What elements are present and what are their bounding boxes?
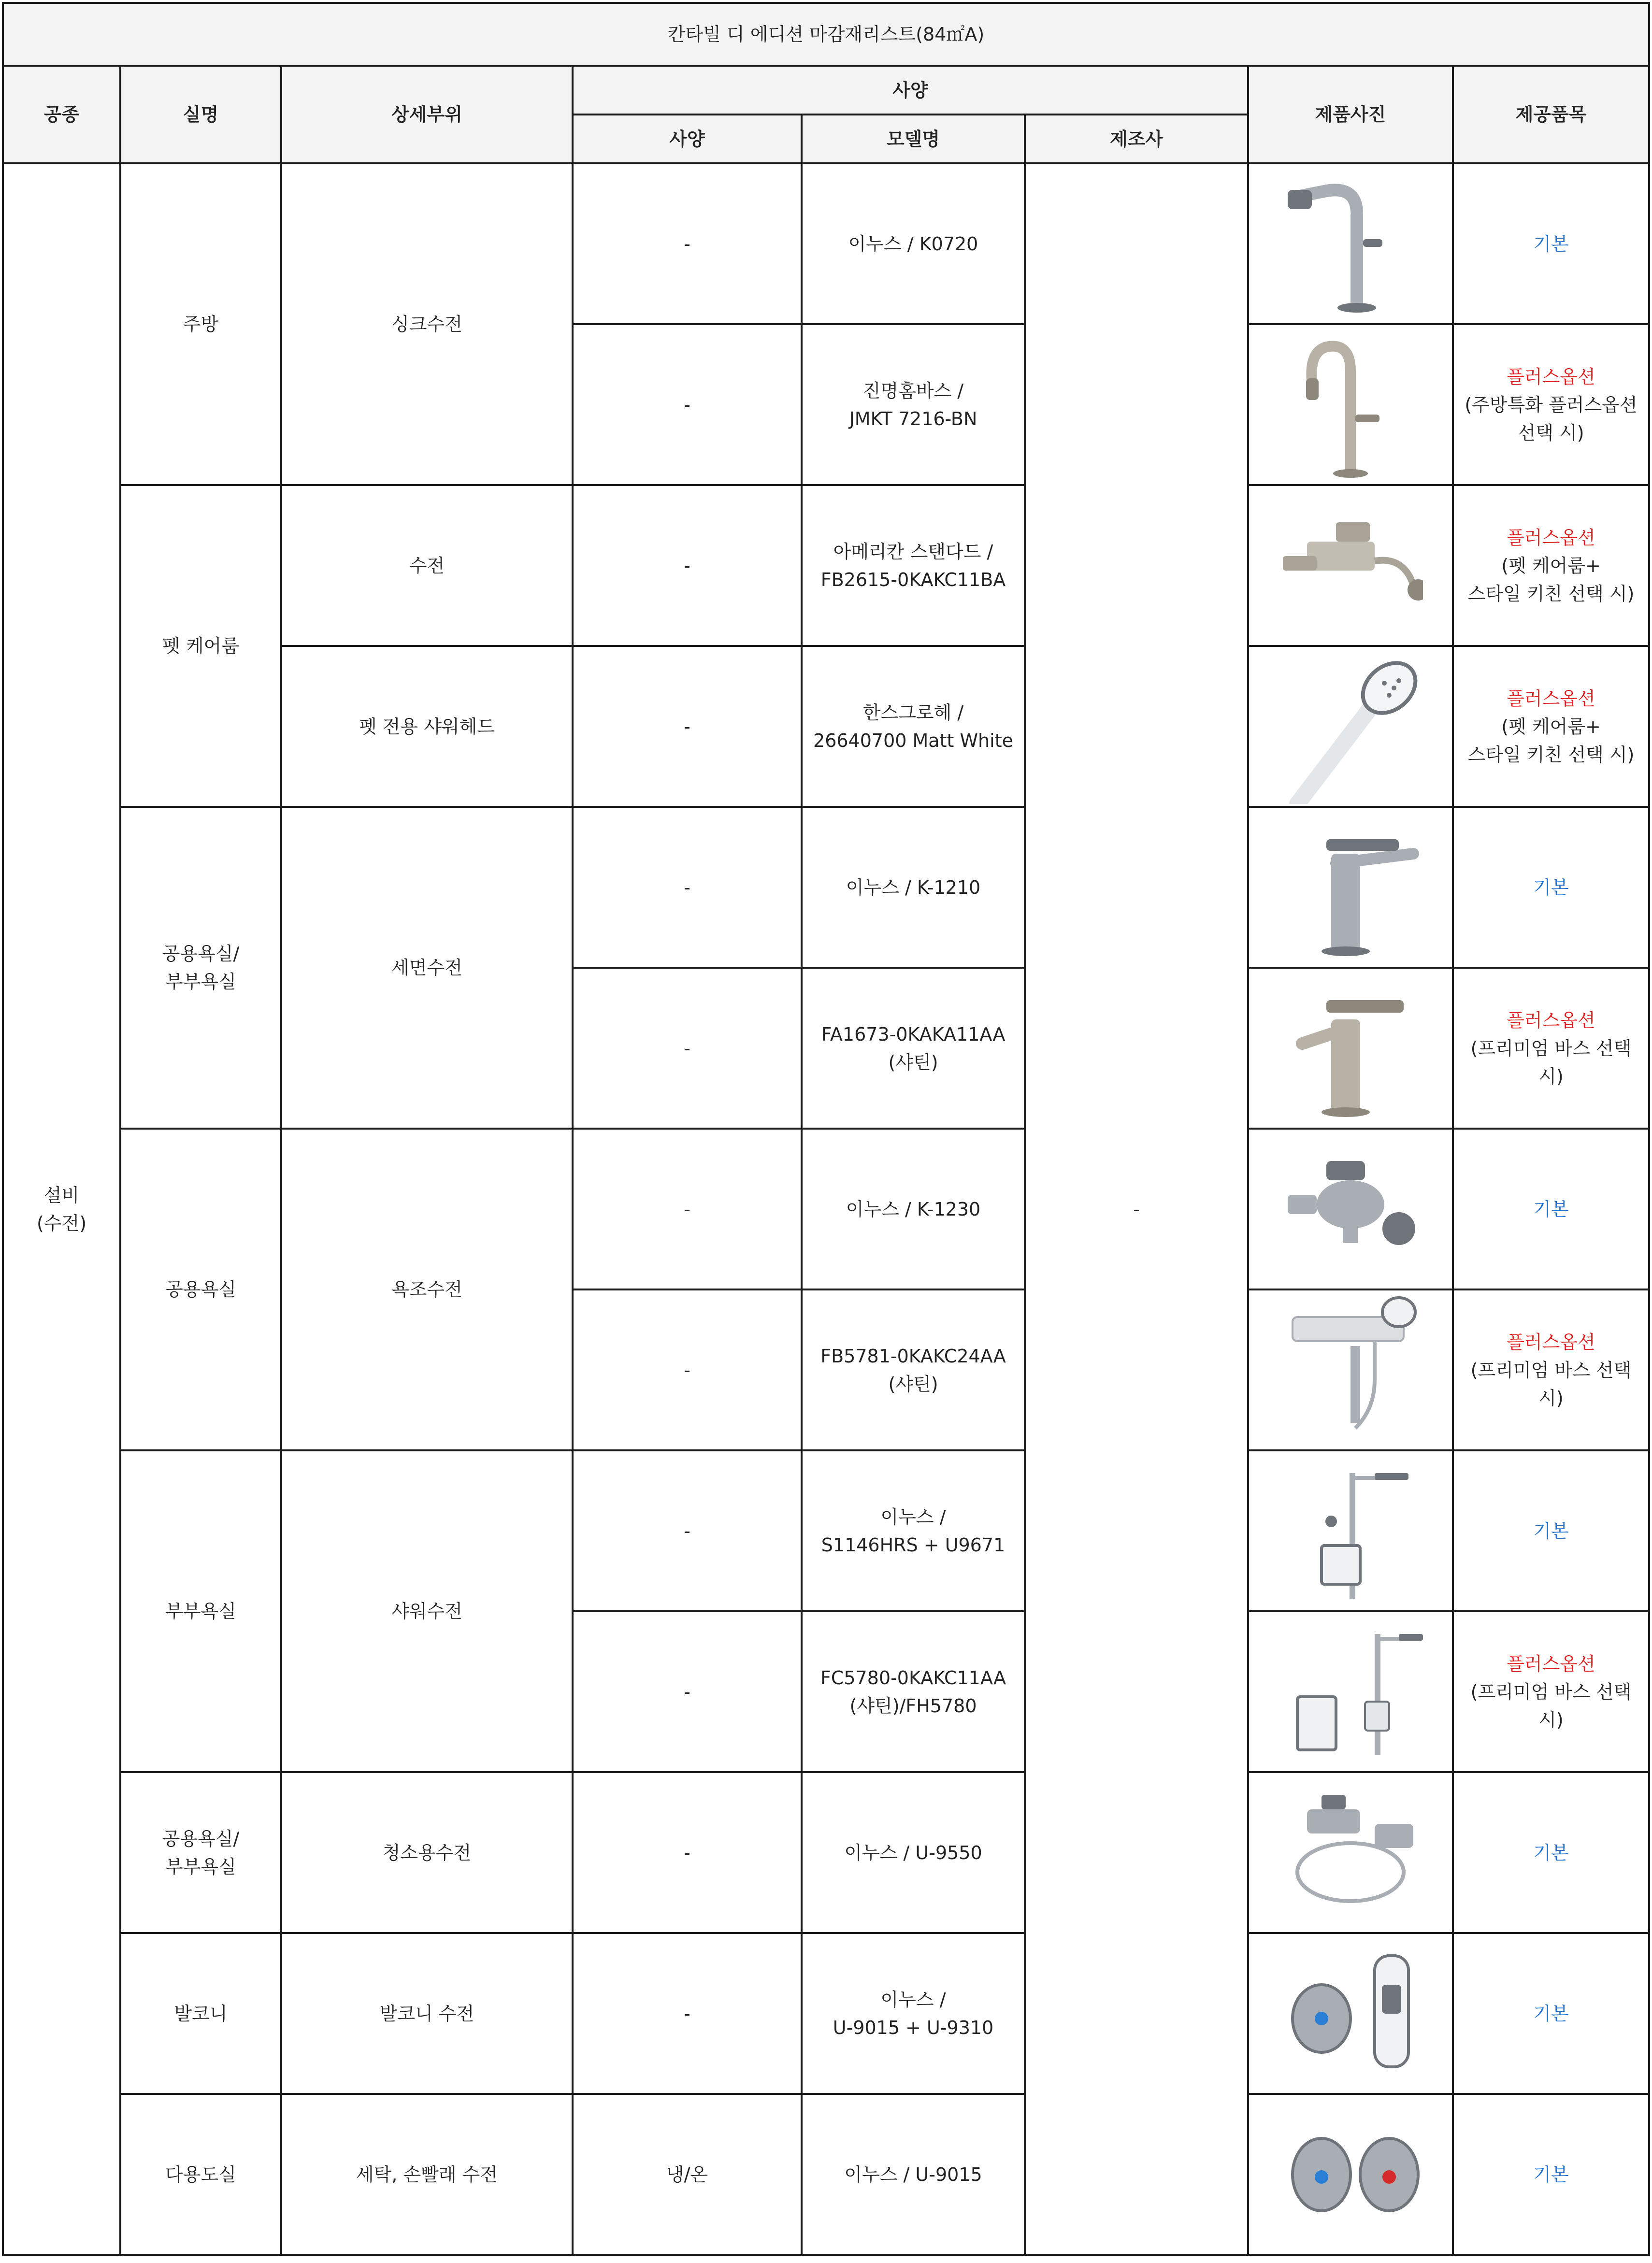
room-cell: 공용욕실/ 부부욕실 [120,1772,281,1933]
header-spec: 사양 [573,115,802,163]
basic-badge: 기본 [1533,1520,1569,1542]
model-cell: 이누스 / U-9015 [802,2094,1025,2255]
spec-cell: - [573,324,802,485]
product-photo-cell [1248,1289,1453,1450]
basic-badge: 기본 [1533,2163,1569,2185]
option-condition-note: (펫 케어룸+ 스타일 키친 선택 시) [1467,716,1635,765]
spec-cell: - [573,646,802,807]
option-condition-note: (프리미엄 바스 선택 시) [1470,1359,1632,1409]
basic-badge: 기본 [1533,233,1569,255]
model-cell: 이누스 / U-9015 + U-9310 [802,1933,1025,2094]
shelf-bath-mixer-icon [1278,1293,1423,1447]
spec-cell: 냉/온 [573,2094,802,2255]
basin-faucet-icon [1278,810,1423,965]
detail-cell: 펫 전용 샤워헤드 [281,646,573,807]
maker-cell: - [1025,163,1248,2255]
option-condition-note: (프리미엄 바스 선택 시) [1470,1681,1632,1731]
spec-cell: - [573,968,802,1129]
gooseneck-faucet-icon [1278,328,1423,482]
model-cell: FC5780-0KAKC11AA (샤틴)/FH5780 [802,1611,1025,1772]
basic-badge: 기본 [1533,2003,1569,2024]
cleaning-faucet-icon [1278,1776,1423,1930]
provision-cell [1453,807,1649,968]
provision-cell [1453,1933,1649,2094]
model-cell: 진명홈바스 / JMKT 7216-BN [802,324,1025,485]
detail-cell: 세면수전 [281,807,573,1129]
pull-out-sink-faucet-icon [1278,167,1423,321]
provision-cell [1453,324,1649,485]
finish-material-table [2,2,1650,2256]
bath-mixer-icon [1278,1132,1423,1287]
plus-option-badge: 플러스옵션 [1507,366,1595,387]
balcony-faucet-icon [1278,1936,1423,2091]
header-room: 실명 [120,66,281,163]
spec-cell: - [573,1611,802,1772]
shower-column-shelf-icon [1278,1615,1423,1769]
table-row [3,485,1649,646]
wall-mixer-faucet-icon [1278,488,1423,643]
spec-cell: - [573,1129,802,1289]
basic-badge: 기본 [1533,1842,1569,1863]
model-cell: FA1673-0KAKA11AA (샤틴) [802,968,1025,1129]
product-photo-cell [1248,324,1453,485]
table-row [3,1772,1649,1933]
provision-cell [1453,968,1649,1129]
product-photo-cell [1248,646,1453,807]
product-photo-cell [1248,1933,1453,2094]
spec-cell: - [573,807,802,968]
sheet-title: 칸타빌 디 에디션 마감재리스트(84㎡A) [3,3,1649,66]
detail-cell: 샤워수전 [281,1450,573,1772]
plus-option-badge: 플러스옵션 [1507,1009,1595,1031]
spec-cell: - [573,485,802,646]
provision-cell [1453,1450,1649,1611]
room-cell: 공용욕실/ 부부욕실 [120,807,281,1129]
detail-cell: 발코니 수전 [281,1933,573,2094]
plus-option-badge: 플러스옵션 [1507,687,1595,709]
room-cell: 발코니 [120,1933,281,2094]
provision-cell [1453,1772,1649,1933]
basic-badge: 기본 [1533,876,1569,898]
header-model: 모델명 [802,115,1025,163]
trade-cell: 설비 (수전) [3,163,120,2255]
product-photo-cell [1248,2094,1453,2255]
provision-cell [1453,2094,1649,2255]
provision-cell [1453,1289,1649,1450]
option-condition-note: (프리미엄 바스 선택 시) [1470,1037,1632,1087]
model-cell: FB5781-0KAKC24AA (샤틴) [802,1289,1025,1450]
room-cell: 다용도실 [120,2094,281,2255]
spec-cell: - [573,1772,802,1933]
spec-cell: - [573,163,802,324]
header-provision: 제공품목 [1453,66,1649,163]
table-row [3,807,1649,968]
model-cell: 아메리칸 스탠다드 / FB2615-0KAKC11BA [802,485,1025,646]
option-condition-note: (펫 케어룸+ 스타일 키친 선택 시) [1467,555,1635,604]
shower-column-icon [1278,1454,1423,1608]
product-photo-cell [1248,163,1453,324]
table-row [3,1450,1649,1611]
plus-option-badge: 플러스옵션 [1507,527,1595,548]
detail-cell: 청소용수전 [281,1772,573,1933]
provision-cell [1453,485,1649,646]
product-photo-cell [1248,1129,1453,1289]
spec-cell: - [573,1289,802,1450]
basin-faucet-satin-icon [1278,971,1423,1126]
model-cell: 이누스 / K0720 [802,163,1025,324]
header-photo: 제품사진 [1248,66,1453,163]
product-photo-cell [1248,968,1453,1129]
pet-shower-head-icon [1278,649,1423,804]
provision-cell [1453,646,1649,807]
plus-option-badge: 플러스옵션 [1507,1653,1595,1675]
option-condition-note: (주방특화 플러스옵션 선택 시) [1465,394,1638,444]
model-cell: 이누스 / K-1230 [802,1129,1025,1289]
spec-cell: - [573,1450,802,1611]
header-detail: 상세부위 [281,66,573,163]
product-photo-cell [1248,485,1453,646]
table-row [3,1933,1649,2094]
header-maker: 제조사 [1025,115,1248,163]
detail-cell: 수전 [281,485,573,646]
product-photo-cell [1248,1611,1453,1772]
room-cell: 펫 케어룸 [120,485,281,807]
product-photo-cell [1248,1450,1453,1611]
plus-option-badge: 플러스옵션 [1507,1331,1595,1353]
product-photo-cell [1248,807,1453,968]
product-photo-cell [1248,1772,1453,1933]
provision-cell [1453,163,1649,324]
table-row [3,2094,1649,2255]
table-row [3,1129,1649,1289]
header-spec-group: 사양 [573,66,1248,115]
table-row [3,163,1649,324]
spec-cell: - [573,1933,802,2094]
model-cell: 이누스 / U-9550 [802,1772,1025,1933]
header-trade: 공종 [3,66,120,163]
provision-cell [1453,1611,1649,1772]
room-cell: 공용욕실 [120,1129,281,1450]
model-cell: 한스그로헤 / 26640700 Matt White [802,646,1025,807]
provision-cell [1453,1129,1649,1289]
washing-valves-icon [1278,2097,1423,2252]
detail-cell: 싱크수전 [281,163,573,485]
room-cell: 주방 [120,163,281,485]
room-cell: 부부욕실 [120,1450,281,1772]
model-cell: 이누스 / S1146HRS + U9671 [802,1450,1025,1611]
basic-badge: 기본 [1533,1198,1569,1220]
model-cell: 이누스 / K-1210 [802,807,1025,968]
detail-cell: 욕조수전 [281,1129,573,1450]
detail-cell: 세탁, 손빨래 수전 [281,2094,573,2255]
